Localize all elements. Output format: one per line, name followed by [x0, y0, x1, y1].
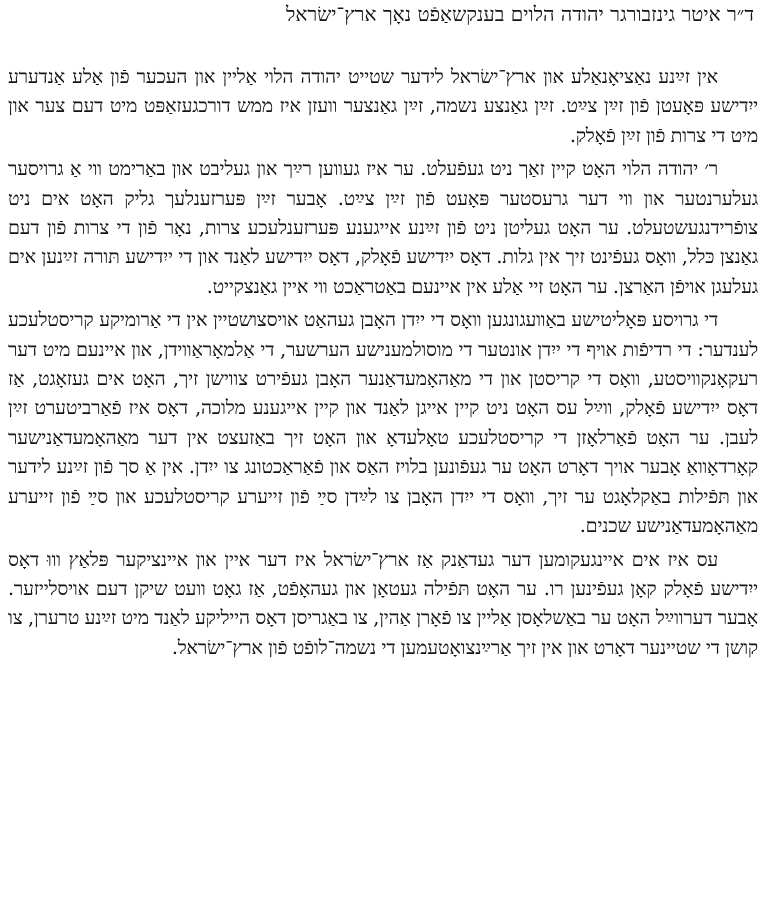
- paragraph-4: עס איז אים איינגעקומען דער געדאַנק אַז ארץ־ישׂראל איז דער איין און איינציקער פּלאַץ װוּ דאָס ייִדישע פֿאָלק קאָן געפֿינען רו. ער האָט תּפֿילה געטאָן און געהאָפֿט, אַז גאָט װעט שיקן דעם אויסלייזער. אָבער דערװײַל האָט ער באַשלאָסן אַליין צו פֿאָרן אַהין, צו באַגריסן דאָס הייליקע לאַנד מיט זײַנע טרערן, צו קושן די שטיינער דאָרט און אין זיך אַרײַנצואָטעמען די נשמה־לופֿט פֿון ארץ־ישׂראל.: [8, 547, 758, 659]
- paragraph-1: אין זײַנע נאַציאָנאַלע און ארץ־ישׂראל לידער שטייט יהודה הלוי אַליין און העכער פֿון אַלע אַנדערע ייִדישע פּאָעטן פֿון זײַן צײַט. זײַן גאַנצע נשמה, זײַן גאַנצער װעזן איז ממש דורכגעזאַפּט מיט דעם צער און מיט די צרות פֿון זײַן פֿאָלק.: [8, 65, 758, 147]
- paragraph-2: ר׳ יהודה הלוי האָט קיין זאַך ניט געפֿעלט. ער איז געװען רײַך און געליבט און באַרימט װי אַ גרויסער געלערנטער און װי דער גרעסטער פּאָעט פֿון זײַן צײַט. אָבער זײַן פּערזענלעך גליק האָט אים ניט צופֿרידנגעשטעלט. ער האָט געליטן ניט פֿון זײַנע אייגענע פּערזענלעכע צרות, נאָר פֿון די צרות פֿון דעם גאַנצן כּלל, װאָס געפֿינט זיך אין גלות. דאָס ייִדישע פֿאָלק, דאָס ייִדישע לאַנד און די ייִדישע תּורה זײַנען אים געלעגן אויפֿן האַרצן. ער האָט זיי אַלע אין איינעם באַטראַכט װי איין גאַנצקייט.: [8, 157, 758, 298]
- running-head: ד״ר איטר גינזבורגר יהודה הלוים בענקשאַפֿט נאָך ארץ־ישׂראל: [285, 2, 754, 26]
- paragraph-3: די גרויסע פּאָליטישע באַװעגונגען װאָס די ייִדן האָבן געהאַט אויסצושטיין אין די אַרומיקע קריסטלעכע לענדער: די רדיפֿות אויף די ייִדן אונטער די מוסולמענישע הערשער, די אַלמאָראַװידן, און איינעם מיט דער רעקאָנקוויסטע, װאָס די קריסטן און די מאַהאָמעדאַנער האָבן געפֿירט צווישן זיך, האָט אים געזאָגט, אַז דאָס ייִדישע פֿאָלק, װײַל עס האָט ניט קיין אייגן לאַנד און קיין אייגענע מלוכה, דאָס איז פֿאַרביטערט זײַן לעבן. ער האָט פֿאַרלאָזן די קריסטלעכע טאָלעדאָ און האָט זיך באַזעצט אין דער מאַהאָמעדאַנישער קאָרדאָװאַ אָבער אויך דאָרט האָט ער געפֿונען בלויז האַס און פֿאַראַכטונג צו ייִדן. אין אַ סך פֿון זײַנע לידער און תּפֿילות באַקלאָגט ער זיך, װאָס די ייִדן האָבן צו לײַדן סײַ פֿון זייערע קריסטלעכע און סײַ פֿון זייערע מאַהאָמעדאַנישע שכנים.: [8, 308, 758, 538]
- body-text: [8, 62, 758, 662]
